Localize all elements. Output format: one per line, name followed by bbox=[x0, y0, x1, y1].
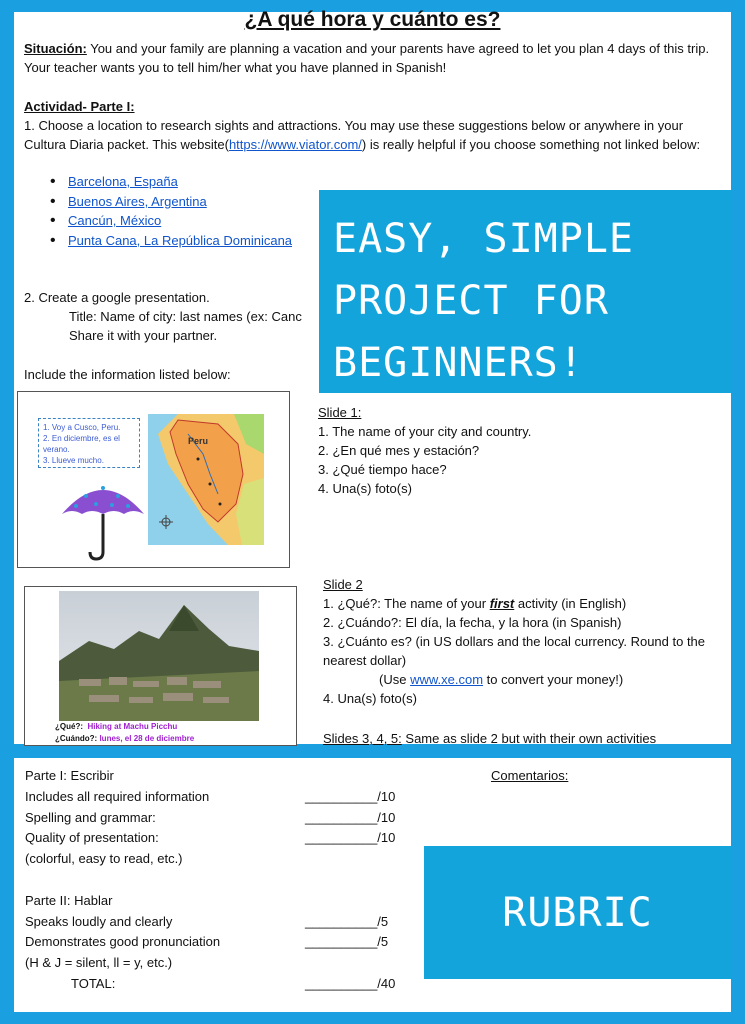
slides345-text: Same as slide 2 but with their own activities bbox=[401, 731, 657, 746]
rubric-row bbox=[25, 808, 425, 829]
list-item: 4. Una(s) foto(s) bbox=[318, 481, 412, 496]
list-item bbox=[323, 594, 723, 613]
rubric-spacer bbox=[25, 870, 425, 891]
list-item: 2. En diciembre, es el verano. bbox=[43, 434, 120, 454]
xe-link[interactable]: www.xe.com bbox=[410, 672, 484, 687]
slide2-heading: Slide 2 bbox=[323, 577, 363, 592]
item1-text-a: 1. ¿Qué?: The name of your bbox=[323, 596, 490, 611]
item1-emphasis: first bbox=[489, 596, 515, 611]
rubric-row-label: Demonstrates good pronunciation bbox=[25, 934, 221, 950]
slides345-label: Slides 3, 4, 5: bbox=[323, 731, 402, 746]
que-label: ¿Qué?: bbox=[55, 722, 83, 731]
slide2-section bbox=[323, 575, 723, 708]
rubric-row-score[interactable]: __________/5 bbox=[305, 934, 389, 950]
machu-picchu-photo bbox=[59, 591, 259, 721]
list-item: 4. Una(s) foto(s) bbox=[323, 691, 417, 706]
rubric-total-row bbox=[25, 974, 425, 995]
slides345-note bbox=[323, 729, 656, 748]
use-text-a: (Use bbox=[379, 672, 411, 687]
cancun-link[interactable]: Cancún, México bbox=[68, 213, 162, 228]
cuando-label: ¿Cuándo?: bbox=[55, 734, 98, 743]
rubric-row bbox=[25, 828, 425, 849]
rubric-row-score[interactable]: __________/10 bbox=[305, 830, 396, 846]
rubric-row bbox=[25, 932, 425, 953]
actividad-heading: Actividad- Parte I: bbox=[24, 99, 135, 114]
cuando-value: lunes, el 28 de diciembre bbox=[99, 734, 195, 743]
list-item: 3. Llueve mucho. bbox=[43, 456, 104, 465]
viator-link[interactable]: https://www.viator.com/ bbox=[228, 137, 362, 152]
que-value: Hiking at Machu Picchu bbox=[87, 722, 178, 731]
map-label: Peru bbox=[188, 436, 209, 446]
list-item bbox=[46, 192, 292, 212]
situacion-paragraph bbox=[24, 39, 722, 77]
rubric-row-label: Spelling and grammar: bbox=[25, 809, 156, 825]
rubric-note-2: (H & J = silent, ll = y, etc.) bbox=[25, 955, 173, 971]
rubric-row-label: Quality of presentation: bbox=[25, 830, 159, 846]
promo-line-2: PROJECT FOR bbox=[333, 278, 609, 324]
rubric-row-score[interactable]: __________/5 bbox=[305, 913, 389, 929]
situacion-label: Situación: bbox=[24, 41, 87, 56]
city-link-list bbox=[46, 172, 292, 250]
buenos-aires-link[interactable]: Buenos Aires, Argentina bbox=[68, 193, 207, 209]
total-score[interactable]: __________/40 bbox=[305, 975, 396, 991]
list-item: 1. Voy a Cusco, Peru. bbox=[43, 423, 121, 432]
use-text-b: to convert your money!) bbox=[483, 672, 624, 687]
step1-text-a: 1. Choose a location to research sights and attractions. You may use these suggestions below or anywhere in your Cultura Diaria packet. This website( bbox=[24, 118, 684, 152]
peru-map-image bbox=[148, 414, 264, 545]
rubric-label-box bbox=[424, 846, 731, 979]
rubric-row-score[interactable]: __________/10 bbox=[305, 788, 396, 804]
step2-title-text: Title: Name of city: last names (ex: Canc bbox=[69, 309, 302, 324]
list-item bbox=[46, 211, 292, 231]
slide1-example-image bbox=[17, 391, 290, 568]
list-item: 3. ¿Cuánto es? (in US dollars and the local currency. Round to the nearest dollar) bbox=[323, 634, 706, 668]
rubric-list bbox=[25, 766, 425, 995]
list-item bbox=[46, 231, 292, 251]
umbrella-icon bbox=[58, 472, 148, 562]
slide2-caption-cuando bbox=[55, 733, 194, 744]
step2-share-text: Share it with your partner. bbox=[69, 328, 218, 343]
list-item: 1. The name of your city and country. bbox=[318, 424, 532, 439]
rubric-row-score[interactable]: __________/10 bbox=[305, 809, 396, 825]
promo-line-3: BEGINNERS! bbox=[333, 340, 584, 386]
rubric-row-label: Includes all required information bbox=[25, 788, 210, 804]
promo-banner bbox=[319, 190, 732, 393]
list-item: 3. ¿Qué tiempo hace? bbox=[318, 462, 447, 477]
slide2-example-image bbox=[24, 586, 297, 746]
step1-paragraph bbox=[24, 116, 722, 154]
list-item: 2. ¿En qué mes y estación? bbox=[318, 443, 480, 458]
punta-cana-link[interactable]: Punta Cana, La República Dominicana bbox=[68, 232, 293, 248]
parte2-heading: Parte II: Hablar bbox=[25, 892, 113, 908]
step1-text-b: ) is really helpful if you choose something not linked below: bbox=[361, 137, 701, 152]
include-text: Include the information listed below: bbox=[24, 367, 231, 382]
situacion-text: You and your family are planning a vacation and your parents have agreed to let you plan 4 days of this trip. Your teacher wants you to tell him/her what you have planned in Spanish! bbox=[24, 41, 710, 75]
rubric-box-label: RUBRIC bbox=[502, 889, 653, 936]
parte1-heading: Parte I: Escribir bbox=[25, 768, 114, 783]
peru-map-graphic bbox=[148, 414, 264, 545]
rubric-row-label: Speaks loudly and clearly bbox=[25, 913, 173, 929]
step2-text: 2. Create a google presentation. bbox=[24, 290, 210, 305]
rubric-row bbox=[25, 787, 425, 808]
list-item bbox=[46, 172, 292, 192]
slide1-example-list bbox=[38, 418, 140, 468]
slide2-caption-que bbox=[55, 721, 177, 732]
item1-text-b: activity (in English) bbox=[514, 596, 627, 611]
xe-note bbox=[323, 670, 723, 689]
total-label: TOTAL: bbox=[71, 975, 116, 991]
rubric-row bbox=[25, 912, 425, 933]
slide1-section bbox=[318, 403, 531, 498]
rubric-note-1: (colorful, easy to read, etc.) bbox=[25, 851, 183, 867]
barcelona-link[interactable]: Barcelona, España bbox=[68, 174, 178, 189]
promo-line-1: EASY, SIMPLE bbox=[333, 216, 634, 262]
page-title: ¿A qué hora y cuánto es? bbox=[244, 8, 501, 31]
slide1-heading: Slide 1: bbox=[318, 405, 362, 420]
list-item: 2. ¿Cuándo?: El día, la fecha, y la hora (in Spanish) bbox=[323, 615, 622, 630]
comentarios-heading: Comentarios: bbox=[491, 768, 569, 783]
